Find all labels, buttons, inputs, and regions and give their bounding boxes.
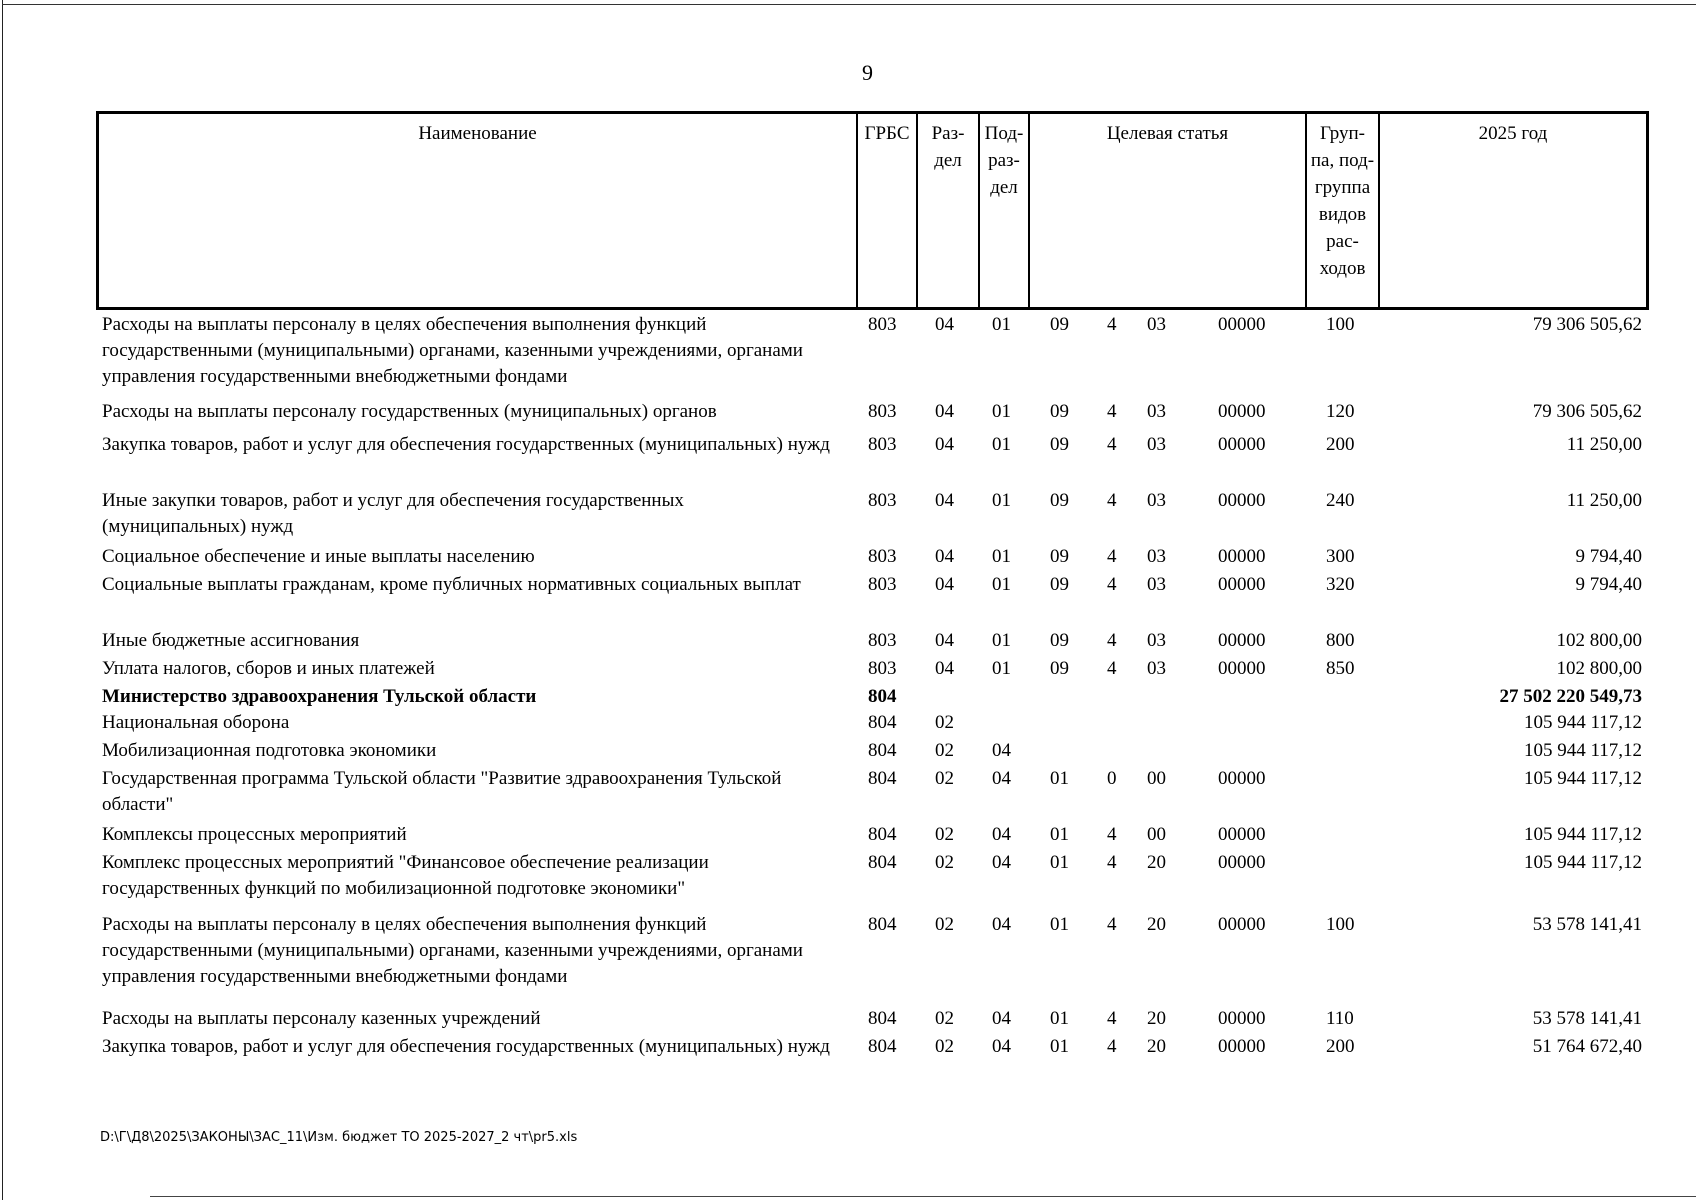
cell-razdel: 02 <box>935 1036 954 1057</box>
cell-podrazdel: 01 <box>992 434 1011 455</box>
cell-podrazdel: 01 <box>992 574 1011 595</box>
cell-podrazdel: 04 <box>992 768 1011 789</box>
cell-name: Министерство здравоохранения Тульской области <box>102 686 537 707</box>
cell-vid: 850 <box>1326 658 1355 679</box>
cell-podrazdel: 01 <box>992 630 1011 651</box>
cell-cs3: 20 <box>1147 1008 1166 1029</box>
cell-cs1: 09 <box>1050 401 1069 422</box>
cell-razdel: 02 <box>935 824 954 845</box>
cell-cs4: 00000 <box>1218 768 1266 789</box>
cell-grbs: 804 <box>868 852 897 873</box>
cell-cs2: 4 <box>1107 824 1117 845</box>
cell-cs2: 4 <box>1107 546 1117 567</box>
cell-razdel: 04 <box>935 658 954 679</box>
cell-cs3: 00 <box>1147 824 1166 845</box>
cell-cs3: 03 <box>1147 574 1166 595</box>
header-grbs: ГРБС <box>864 123 910 144</box>
cell-grbs: 803 <box>868 490 897 511</box>
cell-grbs: 804 <box>868 824 897 845</box>
header-line: дел <box>934 150 962 171</box>
cell-podrazdel: 04 <box>992 740 1011 761</box>
cell-cs1: 01 <box>1050 768 1069 789</box>
cell-razdel: 04 <box>935 401 954 422</box>
cell-cs2: 4 <box>1107 658 1117 679</box>
cell-razdel: 04 <box>935 314 954 335</box>
cell-amount: 11 250,00 <box>1566 490 1642 511</box>
page-frame-top <box>2 4 1696 5</box>
cell-cs3: 03 <box>1147 434 1166 455</box>
cell-podrazdel: 01 <box>992 658 1011 679</box>
cell-razdel: 02 <box>935 740 954 761</box>
header-line: видов <box>1318 204 1367 225</box>
cell-razdel: 02 <box>935 852 954 873</box>
cell-name: Расходы на выплаты персоналу государственных (муниципальных) органов <box>102 401 717 422</box>
cell-grbs: 804 <box>868 914 897 935</box>
cell-cs4: 00000 <box>1218 314 1266 335</box>
header-podrazdel <box>980 120 1028 201</box>
cell-grbs: 804 <box>868 740 897 761</box>
cell-cs2: 4 <box>1107 401 1117 422</box>
cell-cs2: 4 <box>1107 314 1117 335</box>
cell-razdel: 02 <box>935 914 954 935</box>
cell-vid: 100 <box>1326 914 1355 935</box>
cell-name: Мобилизационная подготовка экономики <box>102 740 437 761</box>
cell-name: Расходы на выплаты персоналу казенных учреждений <box>102 1008 541 1029</box>
header-vid <box>1307 120 1378 282</box>
cell-grbs: 804 <box>868 1036 897 1057</box>
cell-cs2: 4 <box>1107 852 1117 873</box>
header-line: дел <box>990 177 1018 198</box>
cell-amount: 27 502 220 549,73 <box>1499 686 1642 707</box>
cell-cs4: 00000 <box>1218 914 1266 935</box>
cell-cs1: 01 <box>1050 824 1069 845</box>
header-line: группа <box>1314 177 1371 198</box>
cell-grbs: 803 <box>868 630 897 651</box>
cell-razdel: 04 <box>935 490 954 511</box>
cell-cs3: 03 <box>1147 546 1166 567</box>
cell-grbs: 804 <box>868 768 897 789</box>
cell-vid: 100 <box>1326 314 1355 335</box>
cell-name: Социальные выплаты гражданам, кроме публичных нормативных социальных выплат <box>102 574 801 595</box>
cell-amount: 105 944 117,12 <box>1523 852 1642 873</box>
cell-cs1: 09 <box>1050 546 1069 567</box>
cell-vid: 300 <box>1326 546 1355 567</box>
header-target: Целевая статья <box>1106 123 1229 144</box>
page-frame-left <box>2 0 3 1200</box>
cell-name: Иные бюджетные ассигнования <box>102 630 360 651</box>
cell-cs3: 03 <box>1147 658 1166 679</box>
cell-cs4: 00000 <box>1218 490 1266 511</box>
cell-razdel: 02 <box>935 768 954 789</box>
cell-amount: 102 800,00 <box>1556 630 1642 651</box>
cell-name: Комплекс процессных мероприятий "Финансовое обеспечение реализации государственных функций по мобилизационной подготовке экономики" <box>102 852 709 899</box>
cell-podrazdel: 04 <box>992 852 1011 873</box>
cell-cs1: 01 <box>1050 1036 1069 1057</box>
header-year: 2025 год <box>1478 123 1548 144</box>
cell-cs2: 4 <box>1107 1036 1117 1057</box>
cell-cs3: 03 <box>1147 401 1166 422</box>
cell-name: Расходы на выплаты персоналу в целях обеспечения выполнения функций государственными (муниципальными) органами, казенными учреждениями, органами управления государственными внебюджетными фондами <box>102 314 803 387</box>
cell-cs2: 0 <box>1107 768 1117 789</box>
cell-vid: 200 <box>1326 1036 1355 1057</box>
cell-podrazdel: 04 <box>992 824 1011 845</box>
header-line: Раз- <box>931 123 965 144</box>
cell-cs3: 03 <box>1147 630 1166 651</box>
header-line: ходов <box>1319 258 1366 279</box>
cell-razdel: 04 <box>935 574 954 595</box>
cell-grbs: 804 <box>868 1008 897 1029</box>
cell-name: Национальная оборона <box>102 712 290 733</box>
cell-cs4: 00000 <box>1218 852 1266 873</box>
cell-cs3: 20 <box>1147 852 1166 873</box>
cell-amount: 53 578 141,41 <box>1532 1008 1642 1029</box>
cell-cs4: 00000 <box>1218 574 1266 595</box>
cell-grbs: 803 <box>868 314 897 335</box>
cell-amount: 105 944 117,12 <box>1523 824 1642 845</box>
cell-grbs: 803 <box>868 574 897 595</box>
cell-amount: 105 944 117,12 <box>1523 712 1642 733</box>
cell-amount: 105 944 117,12 <box>1523 768 1642 789</box>
cell-podrazdel: 01 <box>992 314 1011 335</box>
page-frame-bottom <box>150 1196 1696 1197</box>
cell-cs2: 4 <box>1107 914 1117 935</box>
cell-cs1: 01 <box>1050 1008 1069 1029</box>
cell-vid: 320 <box>1326 574 1355 595</box>
cell-grbs: 803 <box>868 658 897 679</box>
cell-amount: 105 944 117,12 <box>1523 740 1642 761</box>
cell-name: Государственная программа Тульской области "Развитие здравоохранения Тульской области" <box>102 768 782 815</box>
header-name: Наименование <box>418 123 537 144</box>
cell-podrazdel: 04 <box>992 1036 1011 1057</box>
cell-name: Иные закупки товаров, работ и услуг для обеспечения государственных (муниципальных) нужд <box>102 490 684 537</box>
cell-podrazdel: 04 <box>992 1008 1011 1029</box>
cell-grbs: 803 <box>868 546 897 567</box>
cell-cs1: 09 <box>1050 314 1069 335</box>
cell-podrazdel: 01 <box>992 546 1011 567</box>
cell-cs2: 4 <box>1107 490 1117 511</box>
table-header <box>96 111 1649 310</box>
page-number: 9 <box>862 60 873 85</box>
header-line: Под- <box>984 123 1024 144</box>
cell-cs1: 09 <box>1050 658 1069 679</box>
cell-cs2: 4 <box>1107 1008 1117 1029</box>
header-line: Груп- <box>1319 123 1366 144</box>
cell-name: Закупка товаров, работ и услуг для обеспечения государственных (муниципальных) нужд <box>102 434 830 455</box>
cell-podrazdel: 01 <box>992 401 1011 422</box>
cell-vid: 240 <box>1326 490 1355 511</box>
cell-razdel: 04 <box>935 434 954 455</box>
cell-cs4: 00000 <box>1218 630 1266 651</box>
cell-cs2: 4 <box>1107 630 1117 651</box>
file-path: D:\Г\Д8\2025\ЗАКОНЫ\ЗАС_11\Изм. бюджет ТО 2025-2027_2 чт\pr5.xls <box>100 1130 578 1145</box>
cell-cs4: 00000 <box>1218 546 1266 567</box>
header-line: раз- <box>988 150 1020 171</box>
header-line: па, под- <box>1310 150 1375 171</box>
cell-cs3: 20 <box>1147 914 1166 935</box>
cell-cs3: 20 <box>1147 1036 1166 1057</box>
cell-razdel: 02 <box>935 712 954 733</box>
cell-name: Уплата налогов, сборов и иных платежей <box>102 658 435 679</box>
cell-amount: 51 764 672,40 <box>1532 1036 1642 1057</box>
cell-vid: 120 <box>1326 401 1355 422</box>
cell-amount: 79 306 505,62 <box>1532 314 1642 335</box>
cell-grbs: 804 <box>868 712 897 733</box>
cell-cs3: 03 <box>1147 490 1166 511</box>
cell-cs1: 09 <box>1050 434 1069 455</box>
cell-cs1: 01 <box>1050 914 1069 935</box>
cell-podrazdel: 04 <box>992 914 1011 935</box>
cell-cs3: 03 <box>1147 314 1166 335</box>
cell-grbs: 804 <box>868 686 897 707</box>
cell-amount: 9 794,40 <box>1575 574 1642 595</box>
cell-cs4: 00000 <box>1218 1036 1266 1057</box>
cell-amount: 11 250,00 <box>1566 434 1642 455</box>
cell-cs4: 00000 <box>1218 401 1266 422</box>
cell-razdel: 02 <box>935 1008 954 1029</box>
cell-amount: 53 578 141,41 <box>1532 914 1642 935</box>
cell-cs2: 4 <box>1107 434 1117 455</box>
cell-cs1: 09 <box>1050 490 1069 511</box>
cell-cs3: 00 <box>1147 768 1166 789</box>
cell-name: Закупка товаров, работ и услуг для обеспечения государственных (муниципальных) нужд <box>102 1036 830 1057</box>
cell-razdel: 04 <box>935 546 954 567</box>
header-razdel <box>918 120 978 174</box>
header-line: рас- <box>1326 231 1359 252</box>
cell-razdel: 04 <box>935 630 954 651</box>
cell-cs1: 09 <box>1050 574 1069 595</box>
cell-cs4: 00000 <box>1218 824 1266 845</box>
cell-name: Расходы на выплаты персоналу в целях обеспечения выполнения функций государственными (муниципальными) органами, казенными учреждениями, органами управления государственными внебюджетными фондами <box>102 914 803 987</box>
cell-grbs: 803 <box>868 434 897 455</box>
cell-vid: 110 <box>1326 1008 1354 1029</box>
cell-amount: 9 794,40 <box>1575 546 1642 567</box>
cell-cs1: 09 <box>1050 630 1069 651</box>
cell-cs4: 00000 <box>1218 658 1266 679</box>
cell-cs4: 00000 <box>1218 1008 1266 1029</box>
cell-cs1: 01 <box>1050 852 1069 873</box>
cell-cs2: 4 <box>1107 574 1117 595</box>
cell-vid: 800 <box>1326 630 1355 651</box>
cell-podrazdel: 01 <box>992 490 1011 511</box>
cell-amount: 102 800,00 <box>1556 658 1642 679</box>
cell-name: Социальное обеспечение и иные выплаты населению <box>102 546 535 567</box>
cell-vid: 200 <box>1326 434 1355 455</box>
cell-name: Комплексы процессных мероприятий <box>102 824 407 845</box>
cell-amount: 79 306 505,62 <box>1532 401 1642 422</box>
cell-grbs: 803 <box>868 401 897 422</box>
cell-cs4: 00000 <box>1218 434 1266 455</box>
